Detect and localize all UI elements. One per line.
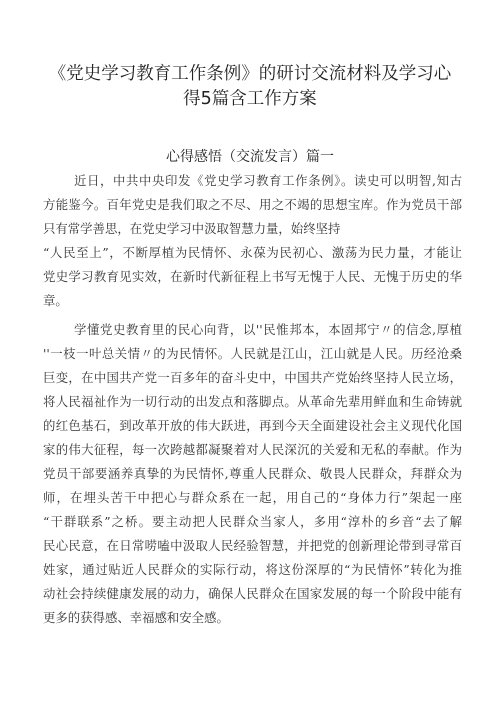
- paragraph-2-line-3: 巨变，在中国共产党一百多年的奋斗史中，中国共产党始终坚持人民立场，: [43, 370, 462, 385]
- paragraph-2-line-4: 将人民福祉作为一切行动的出发点和落脚点。从革命先辈用鲜血和生命铸就: [43, 394, 462, 409]
- paragraph-2-line-11: 姓家，通过贴近人民群众的实际行动，将这份深厚的“为民情怀”转化为推: [43, 562, 462, 577]
- document-title-line-1: 《党史学习教育工作条例》的研讨交流材料及学习心: [48, 64, 452, 84]
- paragraph-2-line-6: 家的伟大征程，每一次跨越都凝聚着对人民深沉的关爱和无私的奉献。作为: [43, 442, 462, 457]
- paragraph-2-line-1: 学懂党史教育里的民心向背，以''民惟邦本，本固邦宁〃的信念,厚植: [74, 322, 462, 337]
- document-title-line-2: 得5篇含工作方案: [183, 89, 317, 109]
- paragraph-1-line-1: 近日，中共中央印发《党史学习教育工作条例》。读史可以明智,知古: [74, 173, 462, 188]
- paragraph-2-line-8: 师，在埋头苦干中把心与群众系在一起，用自己的“身体力行”架起一座: [43, 490, 462, 505]
- paragraph-1-line-2: 方能鉴今。百年党史是我们取之不尽、用之不竭的思想宝库。作为党员干部: [43, 197, 462, 212]
- paragraph-2-line-7: 党员干部要涵养真挚的为民情怀,尊重人民群众、敬畏人民群众，拜群众为: [43, 466, 462, 481]
- paragraph-2-line-13: 更多的获得感、幸福感和安全感。: [43, 610, 229, 625]
- paragraph-2-line-10: 民心民意，在日常唠嗑中汲取人民经验智慧，并把党的创新理论带到寻常百: [43, 538, 462, 553]
- paragraph-1-line-3: 只有常学善思，在党史学习中汲取智慧力量，始终坚持: [43, 221, 341, 236]
- paragraph-2-line-9: “干群联系”之桥。要主动把人民群众当家人，多用“淳朴的乡音“去了解: [43, 514, 462, 529]
- paragraph-2-line-12: 动社会持续健康发展的动力，确保人民群众在国家发展的每一个阶段中能有: [43, 586, 462, 601]
- paragraph-1-line-5: 党史学习教育见实效，在新时代新征程上书写无愧于人民、无愧于历史的华: [43, 269, 462, 284]
- paragraph-2-line-2: ''一枝一叶总关情〃的为民情怀。人民就是江山，江山就是人民。历经沧桑: [43, 346, 462, 361]
- paragraph-1-line-6: 章。: [43, 293, 68, 308]
- section-heading: 心得感悟（交流发言）篇一: [166, 149, 334, 165]
- paragraph-2-line-5: 的红色基石，到改革开放的伟大跃进，再到今天全面建设社会主义现代化国: [43, 418, 462, 433]
- paragraph-1-line-4: “人民至上”，不断厚植为民情怀、永葆为民初心、激荡为民力量，才能让: [43, 245, 462, 260]
